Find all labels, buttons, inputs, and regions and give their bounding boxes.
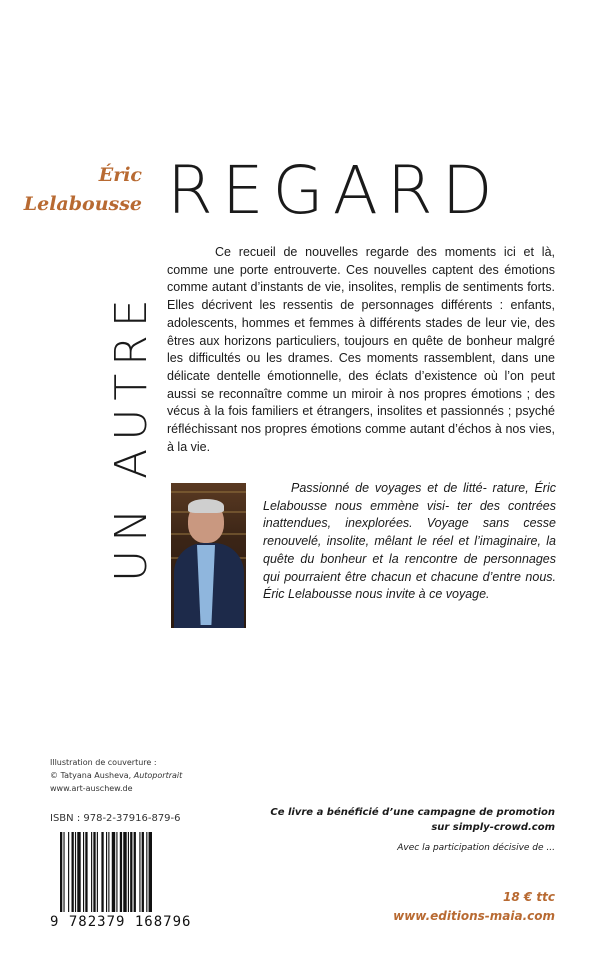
barcode-bar bbox=[146, 832, 147, 912]
title-regard: REGARD bbox=[167, 152, 502, 229]
author-last-name: Lelabousse bbox=[23, 193, 142, 215]
barcode-bar bbox=[93, 832, 95, 912]
barcode-bar bbox=[72, 832, 74, 912]
barcode-bar bbox=[60, 832, 62, 912]
barcode-bar bbox=[139, 832, 140, 912]
barcode bbox=[58, 832, 178, 916]
barcode-bar bbox=[106, 832, 107, 912]
author-bio: Passionné de voyages et de litté- rature, Éric Lelabousse nous emmène visi- ter des contrées inattendues, inexplorées. Voyage sans cesse renouvelé, insolite, mêlant le réel et l’imaginaire, la quête du bonheur et la rencontre de personnages qui pourraient être chacun et chacune d’entre nous. Éric Lelabousse nous invite à ce voyage. bbox=[263, 481, 556, 602]
barcode-bar bbox=[63, 832, 64, 912]
price: 18 € ttc bbox=[503, 890, 555, 904]
barcode-bar bbox=[77, 832, 80, 912]
barcode-bar bbox=[120, 832, 122, 912]
barcode-bar bbox=[75, 832, 76, 912]
barcode-bar bbox=[130, 832, 132, 912]
credits-heading: Illustration de couverture : bbox=[50, 758, 157, 767]
promo-note bbox=[270, 805, 555, 835]
barcode-bar bbox=[97, 832, 98, 912]
barcode-bar bbox=[123, 832, 126, 912]
barcode-digits: 9 782379 168796 bbox=[50, 914, 192, 930]
author-first-name: Éric bbox=[98, 164, 142, 186]
promo-line-2: sur simply-crowd.com bbox=[431, 822, 555, 833]
book-summary: Ce recueil de nouvelles regarde des moments ici et là, comme une porte entrouverte. Ces nouvelles captent des émotions comme autant d’instants de vie, insolites, remplis de sentiments forts. Elles décrivent les ressentis de personnages différents : enfants, adolescents, hommes et femmes à différents stades de leur vie, des êtres aux horizons particuliers, toujours en quête de bonheur malgré les difficultés ou les drames. Ces moments rassemblent, dans une délicate dentelle émotionnelle, des éclats d’existence où l’on peut aussi se reconnaître comme un miroir à nos propres émotions ; des vécus à la fois familiers et étrangers, insolites et passionnés ; psyché réfléchissant nos propres émotions comme autant d’échos à nos vies, à la vie. bbox=[167, 245, 555, 454]
participation-note: Avec la participation décisive de ... bbox=[397, 843, 555, 853]
barcode-bar bbox=[68, 832, 69, 912]
isbn: ISBN : 978-2-37916-879-6 bbox=[50, 813, 181, 824]
barcode-bar bbox=[101, 832, 103, 912]
publisher-website: www.editions-maia.com bbox=[393, 909, 555, 923]
barcode-bar bbox=[83, 832, 84, 912]
barcode-bar bbox=[128, 832, 129, 912]
barcode-bar bbox=[112, 832, 115, 912]
barcode-bar bbox=[134, 832, 136, 912]
barcode-bar bbox=[85, 832, 87, 912]
barcode-bar bbox=[142, 832, 144, 912]
barcode-bar bbox=[116, 832, 117, 912]
credits-website: www.art-auschew.de bbox=[50, 784, 133, 793]
credits-artist: © Tatyana Ausheva, Autoportrait bbox=[50, 771, 183, 780]
author-photo bbox=[171, 483, 246, 628]
promo-line-1: Ce livre a bénéficié d’une campagne de promotion bbox=[270, 807, 555, 818]
credits-work: Autoportrait bbox=[133, 771, 183, 780]
cover-credits bbox=[50, 756, 182, 795]
barcode-bar bbox=[149, 832, 152, 912]
barcode-bar bbox=[108, 832, 109, 912]
title-un-autre: UN AUTRE bbox=[106, 291, 157, 582]
barcode-bar bbox=[91, 832, 92, 912]
